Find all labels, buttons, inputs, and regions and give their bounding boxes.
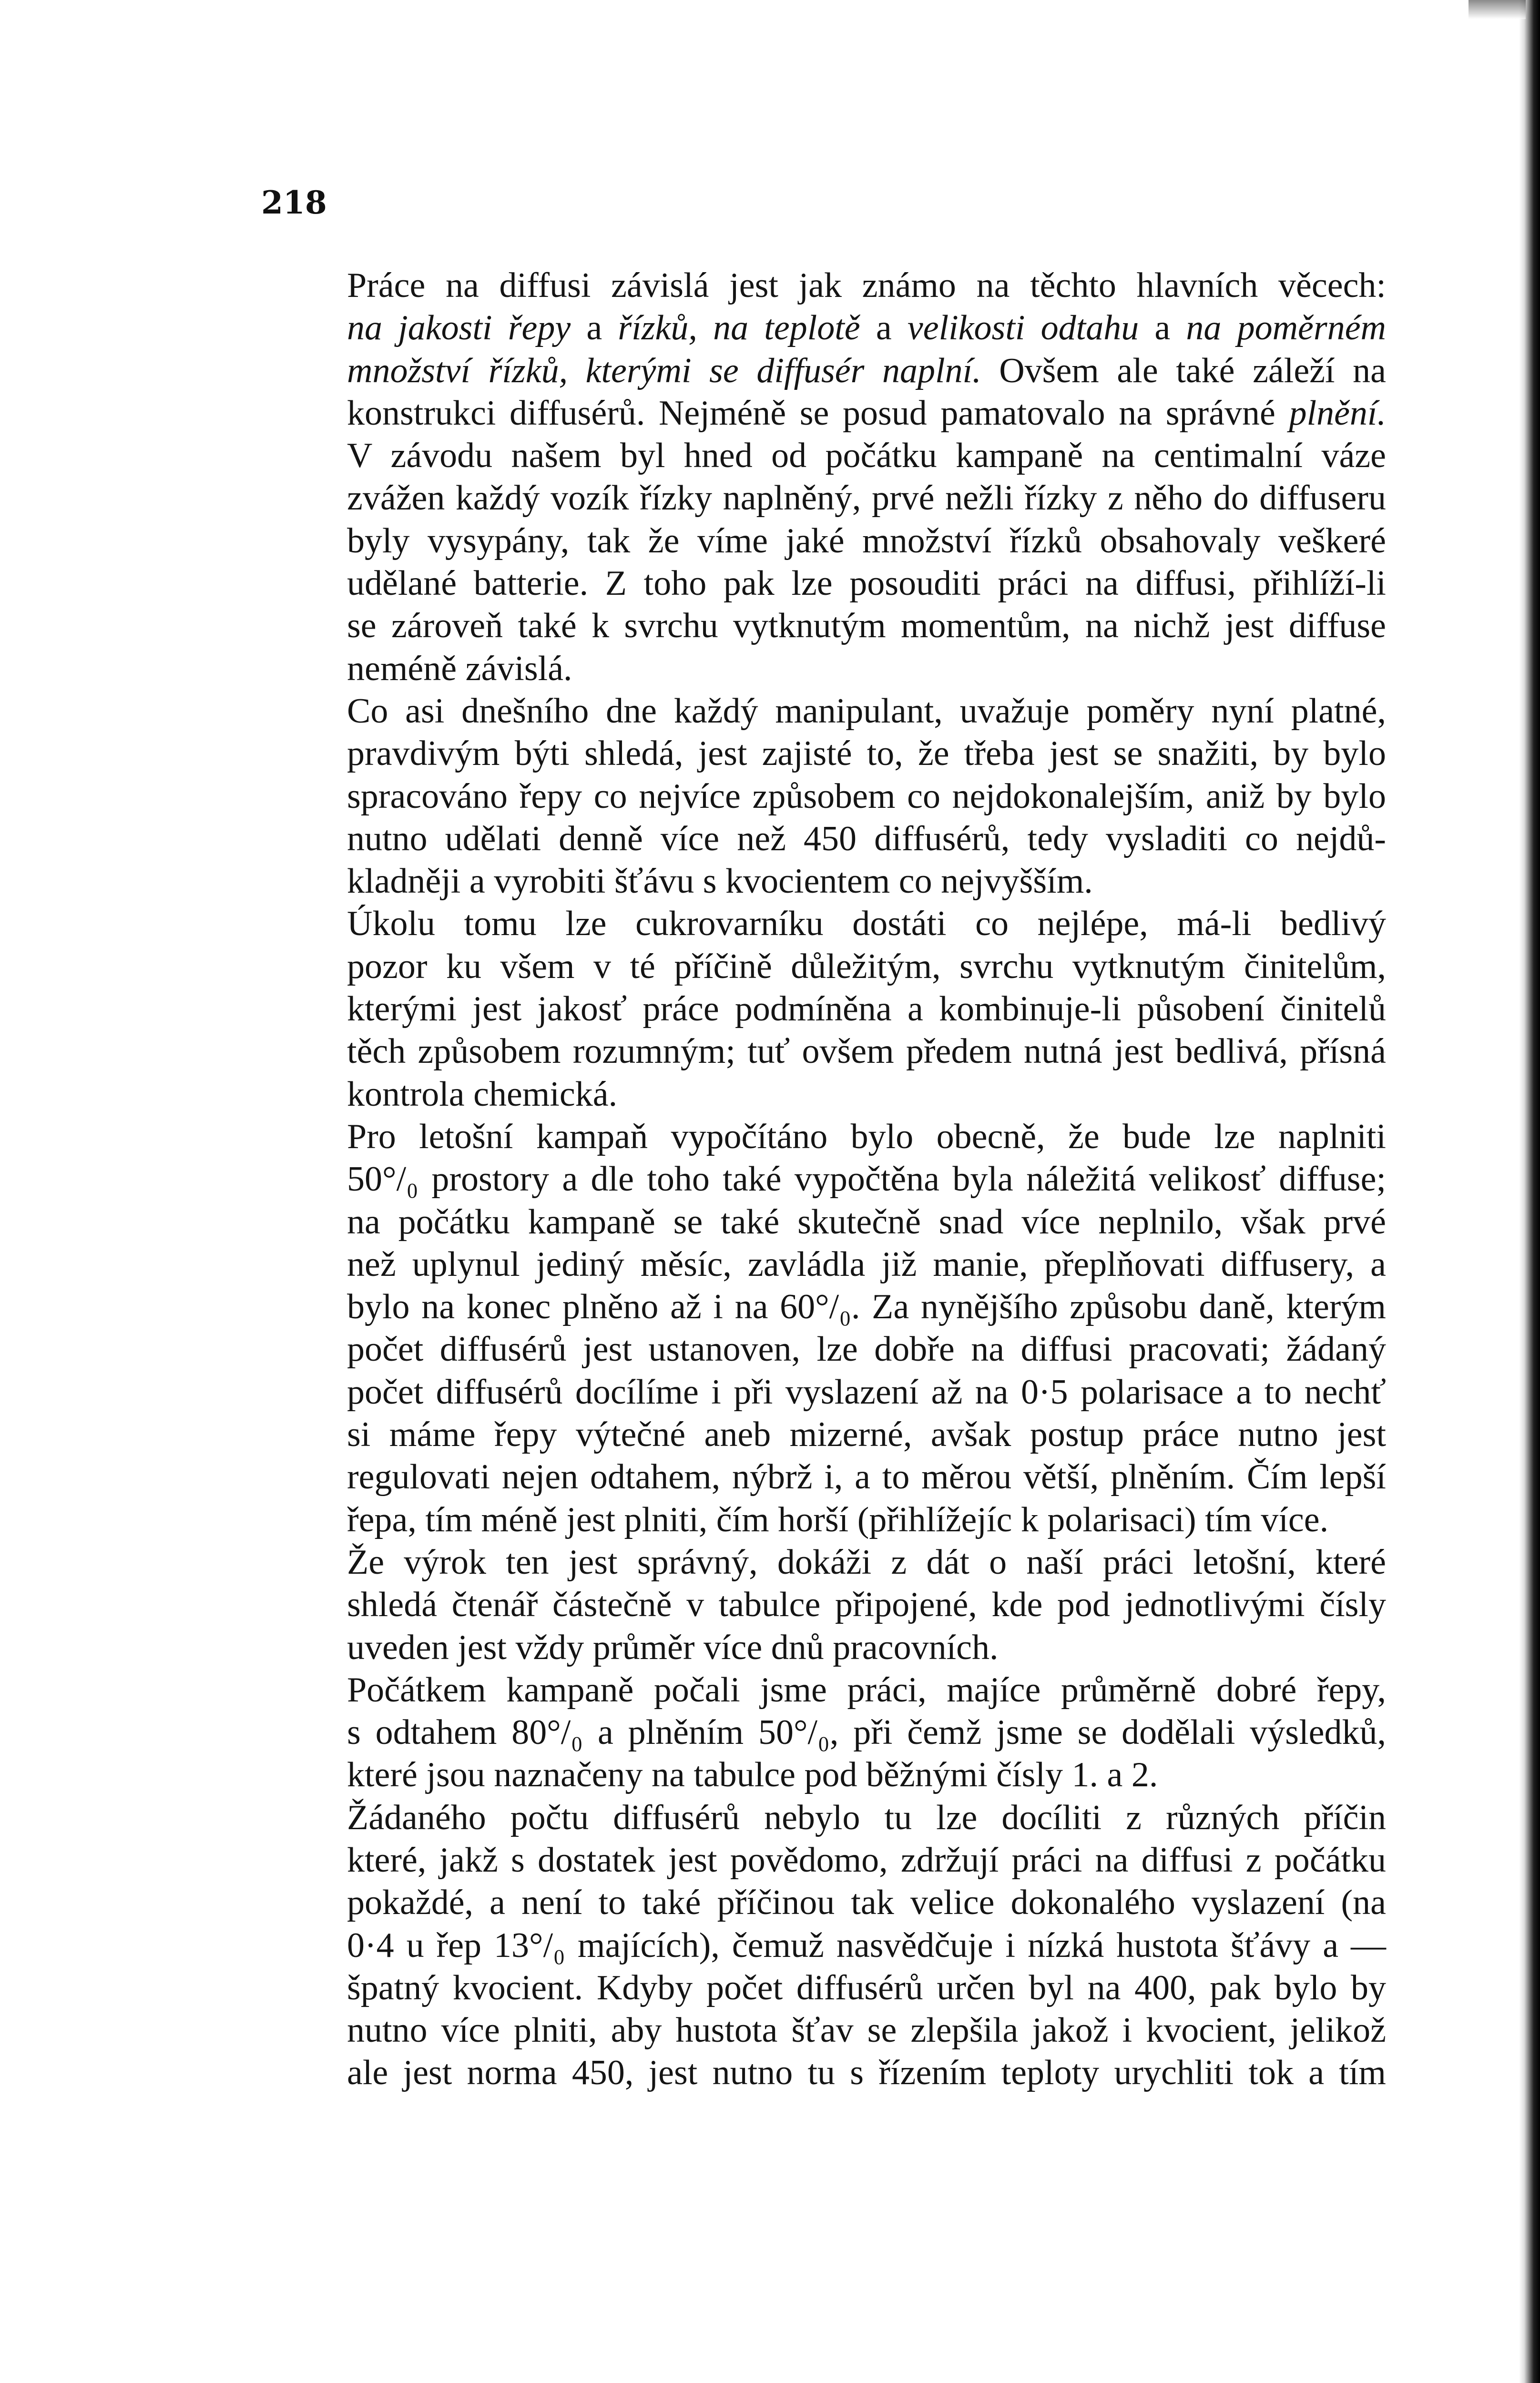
text-line: Pro letošní kampaň vypočítáno bylo obecně, že bude lze naplniti — [347, 1117, 1386, 1156]
text-line: uveden jest vždy průměr více dnů pracovních. — [347, 1628, 999, 1667]
text-line: ale jest norma 450, jest nutno tu s řízením teploty urychliti tok a tím — [347, 2053, 1386, 2093]
text-line: konstrukci diffusérů. Nejméně se posud pamatovalo na správné plnění. — [347, 393, 1386, 433]
scan-page-edge — [1519, 0, 1540, 2383]
text-line: nutno více plniti, aby hustota šťav se zlepšila jakož i kvocient, jelikož — [347, 2011, 1386, 2050]
text-line: kterými jest jakosť práce podmíněna a kombinuje-li působení činitelů — [347, 989, 1386, 1029]
text-line: Že výrok ten jest správný, dokáži z dát o naší práci letošní, které — [347, 1542, 1386, 1582]
text-line: množství řízků, kterými se diffusér naplní. Ovšem ale také záleží na — [347, 351, 1386, 390]
text-line: špatný kvocient. Kdyby počet diffusérů určen byl na 400, pak bylo by — [347, 1968, 1386, 2007]
text-line: kontrola chemická. — [347, 1074, 618, 1114]
text-line: byly vysypány, tak že víme jaké množství řízků obsahovaly veškeré — [347, 521, 1386, 560]
text-line: počet diffusérů jest ustanoven, lze dobře na diffusi pracovati; žádaný — [347, 1330, 1386, 1369]
paragraph — [261, 1541, 1386, 1669]
text-line: počet diffusérů docílíme i při vyslazení až na 0·5 polarisace a to nechť — [347, 1372, 1386, 1412]
text-line: které, jakž s dostatek jest povědomo, zdržují práci na diffusi z počátku — [347, 1840, 1386, 1880]
text-line: bylo na konec plněno až i na 60°/₀. Za nynějšího způsobu daně, kterým — [347, 1287, 1386, 1327]
text-line: shledá čtenář částečně v tabulce připojené, kde pod jednotlivými čísly — [347, 1585, 1386, 1625]
text-line: zvážen každý vozík řízky naplněný, prvé nežli řízky z něho do diffuseru — [347, 479, 1386, 518]
text-line: regulovati nejen odtahem, nýbrž i, a to měrou větší, plněním. Čím lepší — [347, 1457, 1386, 1497]
text-line: pravdivým býti shledá, jest zajisté to, že třeba jest se snažiti, by bylo — [347, 734, 1386, 774]
paragraph — [261, 265, 1386, 690]
text-line: Co asi dnešního dne každý manipulant, uvažuje poměry nyní platné, — [347, 691, 1386, 731]
paragraph — [261, 1669, 1386, 1797]
text-line: pokaždé, a není to také příčinou tak velice dokonalého vyslazení (na — [347, 1883, 1386, 1923]
paragraph — [261, 690, 1386, 903]
text-line: než uplynul jediný měsíc, zavládla již manie, přeplňovati diffusery, a — [347, 1244, 1386, 1284]
text-line: Počátkem kampaně počali jsme práci, majíce průměrně dobré řepy, — [347, 1670, 1386, 1710]
paragraph — [261, 1797, 1386, 2095]
text-line: V závodu našem byl hned od počátku kampaně na centimalní váze — [347, 436, 1386, 476]
body-text — [261, 265, 1386, 2095]
text-line: které jsou naznačeny na tabulce pod běžnými čísly 1. a 2. — [347, 1755, 1158, 1795]
text-line: 0·4 u řep 13°/₀ majících), čemuž nasvědčuje i nízká hustota šťávy a — — [347, 1925, 1386, 1965]
text-line: 50°/₀ prostory a dle toho také vypočtěna byla náležitá velikosť diffuse; — [347, 1160, 1386, 1199]
text-line: Úkolu tomu lze cukrovarníku dostáti co nejlépe, má-li bedlivý — [347, 904, 1386, 944]
text-line: těch způsobem rozumným; tuť ovšem předem nutná jest bedlivá, přísná — [347, 1032, 1386, 1071]
text-line: pozor ku všem v té příčině důležitým, svrchu vytknutým činitelům, — [347, 947, 1386, 986]
text-line: s odtahem 80°/₀ a plněním 50°/₀, při čemž jsme se dodělali výsledků, — [347, 1713, 1386, 1752]
text-line: udělané batterie. Z toho pak lze posouditi práci na diffusi, přihlíží-li — [347, 564, 1386, 603]
text-line: se zároveň také k svrchu vytknutým momentům, na nichž jest diffuse — [347, 606, 1386, 646]
scan-corner-shadow — [1469, 0, 1526, 19]
text-line: na jakosti řepy a řízků, na teplotě a velikosti odtahu a na poměrném — [347, 308, 1386, 348]
text-line: nutno udělati denně více než 450 diffusérů, tedy vysladiti co nejdů- — [347, 819, 1386, 858]
text-line: spracováno řepy co nejvíce způsobem co nejdokonalejším, aniž by bylo — [347, 776, 1386, 816]
text-line: si máme řepy výtečné aneb mizerné, avšak postup práce nutno jest — [347, 1415, 1386, 1455]
paragraph — [261, 1116, 1386, 1541]
text-line: řepa, tím méně jest plniti, čím horší (přihlížejíc k polarisaci) tím více. — [347, 1500, 1329, 1539]
paragraph — [261, 903, 1386, 1115]
text-line: na počátku kampaně se také skutečně snad více neplnilo, však prvé — [347, 1202, 1386, 1242]
text-line: neméně závislá. — [347, 649, 572, 688]
text-line: kladněji a vyrobiti šťávu s kvocientem co nejvyšším. — [347, 862, 1093, 901]
text-line: Práce na diffusi závislá jest jak známo na těchto hlavních věcech: — [347, 266, 1386, 305]
text-line: Žádaného počtu diffusérů nebylo tu lze docíliti z různých příčin — [347, 1798, 1386, 1837]
page-number: 218 — [261, 184, 327, 221]
